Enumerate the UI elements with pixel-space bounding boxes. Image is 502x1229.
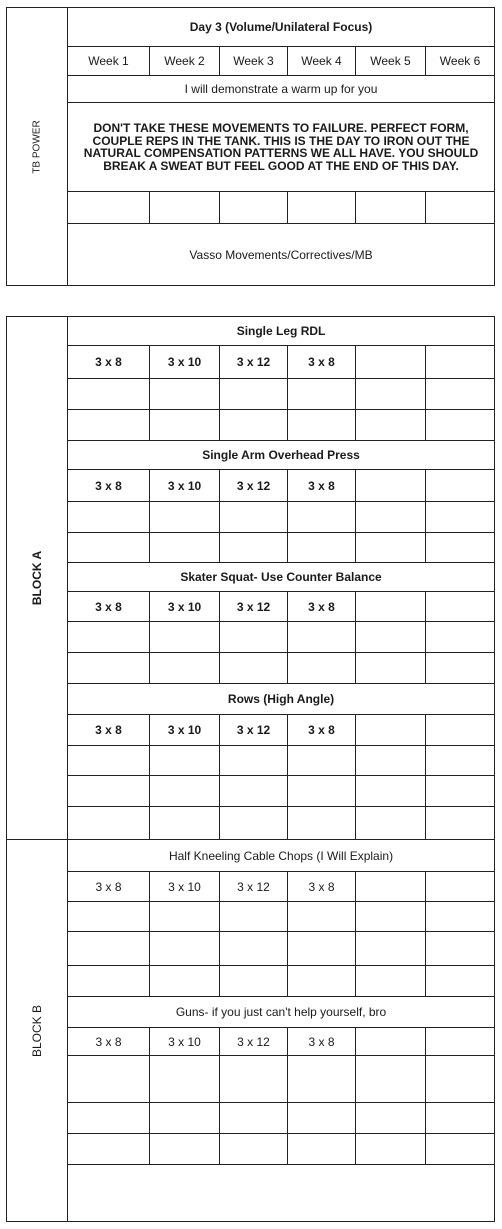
log-cell[interactable]: [356, 379, 426, 410]
log-cell[interactable]: [426, 966, 495, 997]
log-cell[interactable]: [356, 410, 426, 441]
block-b-label-cell: [7, 840, 68, 1222]
log-cell[interactable]: [426, 932, 495, 966]
notice-text: DON'T TAKE THESE MOVEMENTS TO FAILURE. PERFECT FORM, COUPLE REPS IN THE TANK. THIS IS THE DAY TO IRON OUT THE NATURAL COMPENSATION PATTERNS WE ALL HAVE. YOU SHOULD BREAK A SWEAT BUT FEEL GOOD AT THE END OF THIS DAY.: [68, 103, 495, 192]
log-cell[interactable]: [288, 902, 356, 932]
tb-power-label-cell: [7, 8, 68, 286]
exercise-name: Guns- if you just can't help yourself, bro: [68, 997, 495, 1028]
set-scheme: 3 x 10: [150, 1028, 220, 1056]
log-cell[interactable]: [220, 1103, 288, 1134]
log-cell[interactable]: [150, 932, 220, 966]
log-cell[interactable]: [220, 807, 288, 840]
exercise-name: Half Kneeling Cable Chops (I Will Explain): [68, 840, 495, 872]
set-scheme: [426, 715, 495, 746]
set-scheme: 3 x 8: [288, 1028, 356, 1056]
log-cell[interactable]: [426, 653, 495, 684]
log-cell[interactable]: [220, 622, 288, 653]
log-cell[interactable]: [426, 622, 495, 653]
log-cell[interactable]: [426, 192, 495, 224]
set-scheme: 3 x 12: [220, 470, 288, 502]
log-cell[interactable]: [356, 502, 426, 533]
log-cell[interactable]: [150, 902, 220, 932]
log-cell[interactable]: [68, 653, 150, 684]
log-cell[interactable]: [288, 622, 356, 653]
set-scheme: [426, 592, 495, 622]
log-cell[interactable]: [356, 932, 426, 966]
workout-table: [6, 316, 495, 1222]
set-scheme: 3 x 10: [150, 470, 220, 502]
exercise-name: Skater Squat- Use Counter Balance: [68, 563, 495, 592]
week-header: Week 4: [288, 47, 356, 76]
set-scheme: 3 x 8: [68, 592, 150, 622]
log-cell[interactable]: [288, 192, 356, 224]
log-cell[interactable]: [220, 192, 288, 224]
log-cell[interactable]: [288, 932, 356, 966]
log-cell[interactable]: [220, 966, 288, 997]
log-cell[interactable]: [426, 746, 495, 776]
log-cell[interactable]: [220, 410, 288, 441]
log-cell[interactable]: [356, 192, 426, 224]
log-cell[interactable]: [68, 966, 150, 997]
week-header: Week 1: [68, 47, 150, 76]
exercise-name: Rows (High Angle): [68, 684, 495, 715]
log-cell[interactable]: [68, 932, 150, 966]
set-scheme: 3 x 8: [288, 346, 356, 379]
log-cell[interactable]: [68, 379, 150, 410]
set-scheme: 3 x 8: [68, 346, 150, 379]
week-header: Week 2: [150, 47, 220, 76]
log-cell[interactable]: [426, 379, 495, 410]
set-scheme: [426, 346, 495, 379]
log-cell[interactable]: [356, 776, 426, 807]
log-cell[interactable]: [68, 502, 150, 533]
log-cell[interactable]: [150, 776, 220, 807]
set-scheme: 3 x 8: [68, 715, 150, 746]
log-cell[interactable]: [356, 622, 426, 653]
set-scheme: [426, 1028, 495, 1056]
log-cell[interactable]: [68, 902, 150, 932]
week-header: Week 5: [356, 47, 426, 76]
log-cell[interactable]: [150, 192, 220, 224]
week-header: Week 3: [220, 47, 288, 76]
log-cell[interactable]: [288, 379, 356, 410]
log-cell[interactable]: [356, 1056, 426, 1103]
log-cell[interactable]: [426, 502, 495, 533]
set-scheme: [356, 346, 426, 379]
block-a-label-cell: [7, 317, 68, 840]
log-cell[interactable]: [288, 1134, 356, 1165]
set-scheme: [426, 470, 495, 502]
log-cell[interactable]: [288, 533, 356, 563]
log-cell[interactable]: [220, 902, 288, 932]
log-cell[interactable]: [150, 807, 220, 840]
set-scheme: [356, 715, 426, 746]
log-cell[interactable]: [426, 533, 495, 563]
log-cell[interactable]: [220, 932, 288, 966]
footer-note: Vasso Movements/Correctives/MB: [68, 224, 495, 286]
set-scheme: [426, 872, 495, 902]
set-scheme: 3 x 10: [150, 872, 220, 902]
log-cell[interactable]: [356, 807, 426, 840]
log-cell[interactable]: [150, 533, 220, 563]
log-cell[interactable]: [288, 776, 356, 807]
set-scheme: [356, 470, 426, 502]
log-cell[interactable]: [356, 966, 426, 997]
log-cell[interactable]: [68, 533, 150, 563]
set-scheme: 3 x 8: [68, 470, 150, 502]
block-b-label: BLOCK B: [30, 1004, 44, 1057]
warmup-note: I will demonstrate a warm up for you: [68, 76, 495, 103]
set-scheme: [356, 872, 426, 902]
log-cell[interactable]: [288, 1056, 356, 1103]
log-cell[interactable]: [426, 1056, 495, 1103]
set-scheme: 3 x 8: [288, 715, 356, 746]
log-cell[interactable]: [150, 410, 220, 441]
log-cell[interactable]: [68, 746, 150, 776]
log-cell[interactable]: [288, 746, 356, 776]
log-cell[interactable]: [68, 1056, 150, 1103]
log-cell[interactable]: [220, 379, 288, 410]
set-scheme: 3 x 10: [150, 346, 220, 379]
log-cell[interactable]: [68, 410, 150, 441]
log-cell[interactable]: [150, 1134, 220, 1165]
log-cell[interactable]: [68, 192, 150, 224]
log-cell[interactable]: [426, 410, 495, 441]
week-header: Week 6: [426, 47, 495, 76]
log-cell[interactable]: [356, 1134, 426, 1165]
log-cell[interactable]: [68, 776, 150, 807]
log-cell[interactable]: [220, 1134, 288, 1165]
set-scheme: 3 x 8: [68, 872, 150, 902]
set-scheme: [356, 1028, 426, 1056]
exercise-name: Single Arm Overhead Press: [68, 441, 495, 470]
log-cell[interactable]: [68, 1103, 150, 1134]
set-scheme: 3 x 12: [220, 872, 288, 902]
log-cell[interactable]: [288, 410, 356, 441]
set-scheme: 3 x 8: [288, 470, 356, 502]
log-cell[interactable]: [426, 1134, 495, 1165]
log-cell[interactable]: [220, 776, 288, 807]
log-cell[interactable]: [426, 807, 495, 840]
set-scheme: 3 x 8: [288, 872, 356, 902]
set-scheme: 3 x 12: [220, 346, 288, 379]
log-cell[interactable]: [356, 746, 426, 776]
day-header-table: [6, 7, 495, 286]
log-cell[interactable]: [426, 776, 495, 807]
log-cell[interactable]: [426, 1103, 495, 1134]
log-cell[interactable]: [150, 966, 220, 997]
log-cell[interactable]: [220, 502, 288, 533]
exercise-name: Single Leg RDL: [68, 317, 495, 346]
log-cell[interactable]: [220, 1056, 288, 1103]
set-scheme: 3 x 12: [220, 1028, 288, 1056]
log-cell[interactable]: [68, 807, 150, 840]
log-cell[interactable]: [150, 653, 220, 684]
set-scheme: [356, 592, 426, 622]
notes-cell[interactable]: [68, 1165, 495, 1222]
set-scheme: 3 x 12: [220, 592, 288, 622]
log-cell[interactable]: [288, 807, 356, 840]
log-cell[interactable]: [288, 653, 356, 684]
log-cell[interactable]: [426, 902, 495, 932]
log-cell[interactable]: [356, 533, 426, 563]
block-a-label: BLOCK A: [30, 550, 44, 606]
log-cell[interactable]: [356, 653, 426, 684]
set-scheme: 3 x 12: [220, 715, 288, 746]
log-cell[interactable]: [150, 622, 220, 653]
log-cell[interactable]: [220, 533, 288, 563]
log-cell[interactable]: [356, 902, 426, 932]
log-cell[interactable]: [150, 502, 220, 533]
log-cell[interactable]: [68, 622, 150, 653]
set-scheme: 3 x 10: [150, 715, 220, 746]
set-scheme: 3 x 8: [68, 1028, 150, 1056]
log-cell[interactable]: [68, 1134, 150, 1165]
set-scheme: 3 x 8: [288, 592, 356, 622]
set-scheme: 3 x 10: [150, 592, 220, 622]
day-title: Day 3 (Volume/Unilateral Focus): [68, 8, 495, 47]
log-cell[interactable]: [220, 653, 288, 684]
tb-power-label: TB POWER: [31, 119, 43, 174]
log-cell[interactable]: [288, 1103, 356, 1134]
log-cell[interactable]: [220, 746, 288, 776]
log-cell[interactable]: [150, 379, 220, 410]
log-cell[interactable]: [288, 966, 356, 997]
log-cell[interactable]: [356, 1103, 426, 1134]
log-cell[interactable]: [150, 746, 220, 776]
log-cell[interactable]: [150, 1056, 220, 1103]
log-cell[interactable]: [150, 1103, 220, 1134]
log-cell[interactable]: [288, 502, 356, 533]
